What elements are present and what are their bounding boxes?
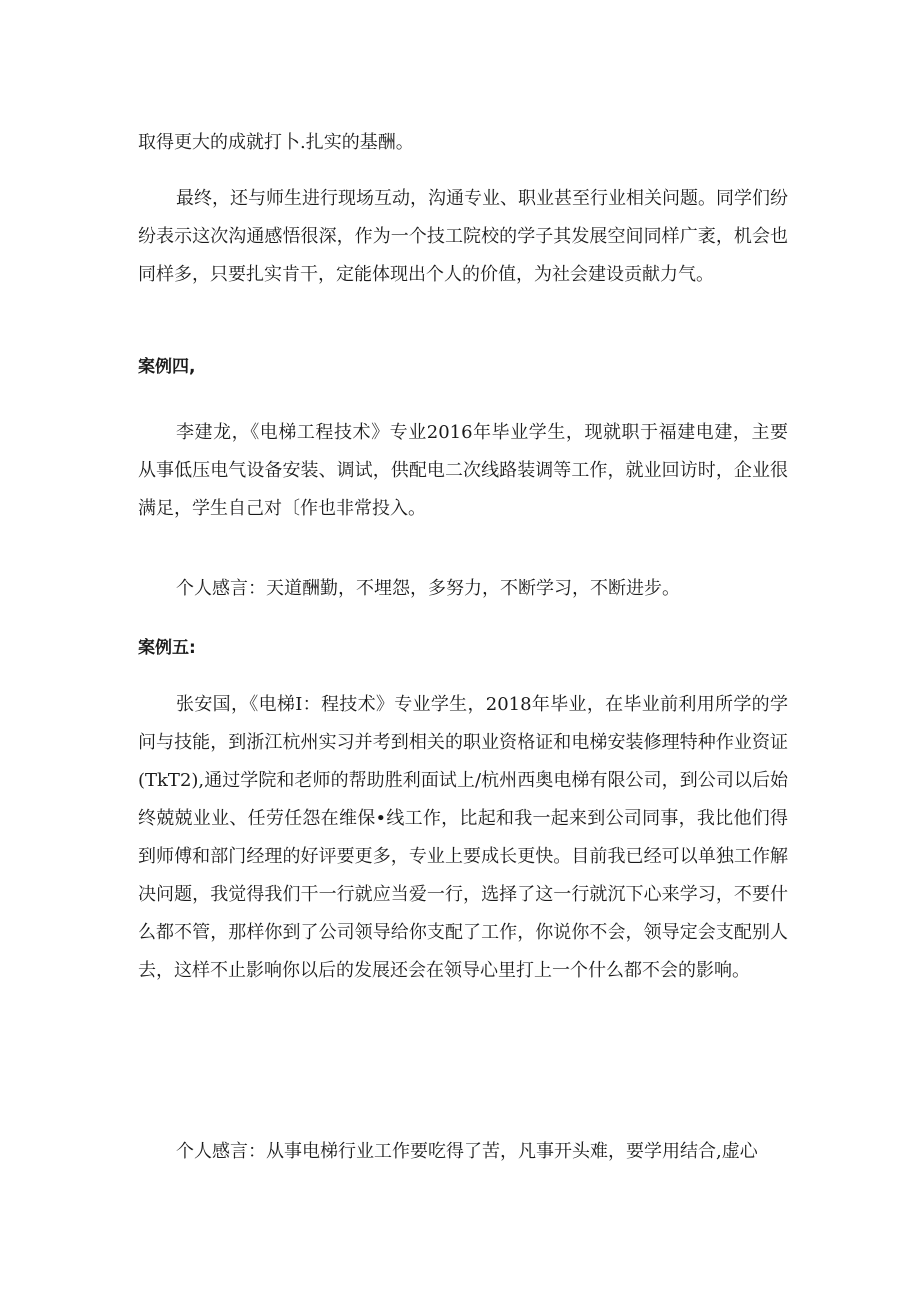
paragraph-case-four-body: 李建龙，《电梯工程技术》专业2016年毕业学生，现就职于福建电建，主要从事低压电气设备安装、调试，供配电二次线路装调等工作，就业回访时，企业很满足，学生自己对〔作也非常投入。 <box>138 422 788 519</box>
paragraph-case-five-remark: 个人感言：从事电梯行业工作要吃得了苦，凡事开头难，要学用结合,虚心 <box>176 1141 758 1162</box>
paragraph-interaction-summary: 最终，还与师生进行现场互动，沟通专业、职业甚至行业相关问题。同学们纷纷表示这次沟通感悟很深，作为一个技工院校的学子其发展空间同样广袤，机会也同样多，只要扎实肯干，定能体现出个人的价值，为社会建设贡献力气。 <box>138 188 788 285</box>
paragraph-continuation: 取得更大的成就打卜.扎实的基酬。 <box>138 132 414 153</box>
paragraph-case-four-remark: 个人感言：天道酬勤，不埋怨，多努力，不断学习，不断进步。 <box>176 578 680 599</box>
paragraph-case-five-body: 张安国，《电梯I：程技术》专业学生，2018年毕业，在毕业前利用所学的学问与技能，到浙江杭州实习并考到相关的职业资格证和电梯安装修理特种作业资证(TkT2),通过学院和老师的帮助胜利面试上/杭州西奥电梯有限公司，到公司以后始终兢兢业业、任劳任怨在维保•线工作，比起和我一起来到公司同事，我比他们得到师傅和部门经理的好评要更多，专业上要成长更快。目前我已经可以单独工作解决问题，我觉得我们干一行就应当爱一行，选择了这一行就沉下心来学习，不要什么都不管，那样你到了公司领导给你支配了工作，你说你不会，领导定会支配别人去，这样不止影响你以后的发展还会在领导心里打上一个什么都不会的影响。 <box>138 694 788 981</box>
case-four-heading: 案例四, <box>138 357 196 377</box>
case-five-heading: 案例五: <box>138 638 196 658</box>
